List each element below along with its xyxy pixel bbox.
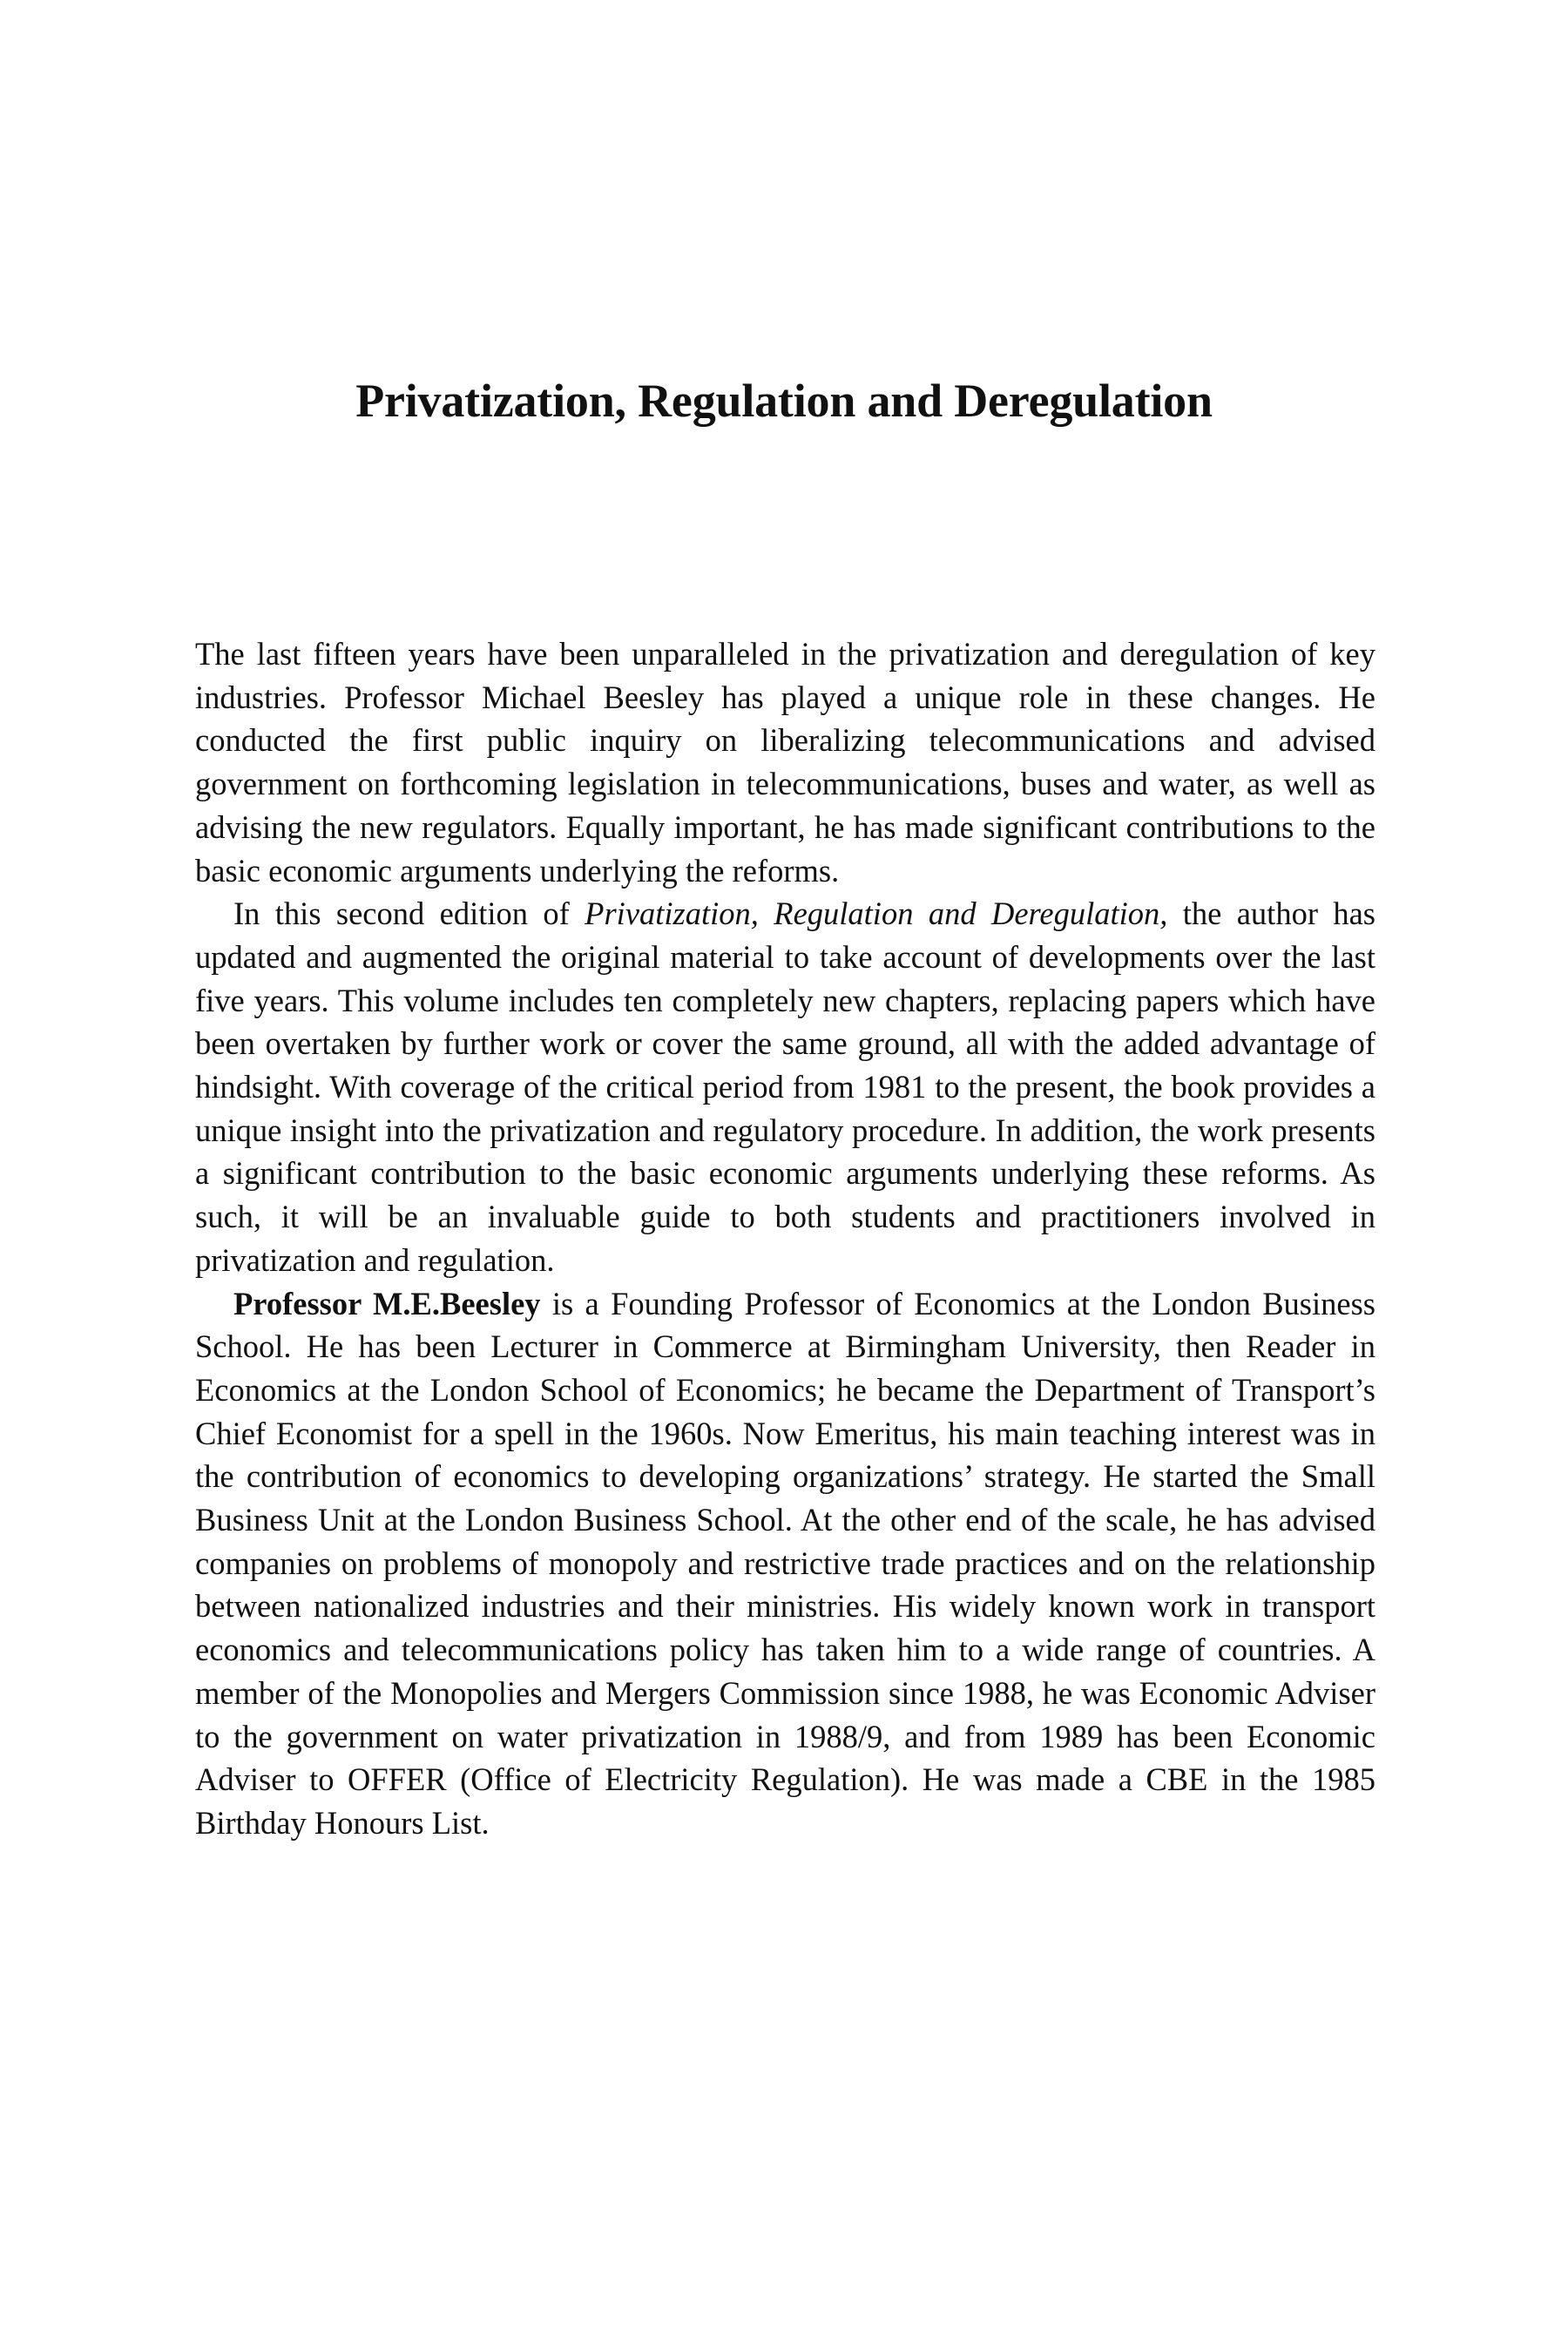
paragraph-intro: The last fifteen years have been unparalleled in the privatization and deregulation of key industries. Professor Michael Beesley has played a unique role in these changes. He conducted the first public inquiry on liberalizing telecommunications and advised government on forthcoming legislation in telecommunications, buses and water, as well as advising the new regulators. Equally important, he has made significant contributions to the basic economic arguments underlying the reforms. — [195, 636, 1375, 889]
paragraph-second-edition-start: In this second edition of — [233, 896, 585, 932]
book-title-italic: Privatization, Regulation and Deregulation, — [585, 896, 1168, 932]
paragraph-author-bio — [195, 1282, 1375, 1845]
page-title: Privatization, Regulation and Deregulation — [355, 375, 1213, 427]
paragraph-second-edition-rest: the author has updated and augmented the original material to take account of developments over the last five years. This volume includes ten completely new chapters, replacing papers which have been overtaken by further work or cover the same ground, all with the added advantage of hindsight. With coverage of the critical period from 1981 to the present, the book provides a unique insight into the privatization and regulatory procedure. In addition, the work presents a significant contribution to the basic economic arguments underlying these reforms. As such, it will be an invaluable guide to both students and practitioners involved in privatization and regulation. — [195, 896, 1376, 1278]
author-name: Professor M.E.Beesley — [233, 1285, 541, 1321]
blurb-text — [195, 632, 1375, 1845]
paragraph-second-edition — [195, 892, 1375, 1281]
author-bio-rest: is a Founding Professor of Economics at the London Business School. He has been Lecturer in Commerce at Birmingham University, then Reader in Economics at the London School of Economics; he became the Department of Transport’s Chief Economist for a spell in the 1960s. Now Emeritus, his main teaching interest was in the contribution of economics to developing organizations’ strategy. He started the Small Business Unit at the London Business School. At the other end of the scale, he has advised companies on problems of monopoly and restrictive trade practices and on the relationship between nationalized industries and their ministries. His widely known work in transport economics and telecommunications policy has taken him to a wide range of countries. A member of the Monopolies and Mergers Commission since 1988, he was Economic Adviser to the government on water privatization in 1988/9, and from 1989 has been Economic Adviser to OFFER (Office of Electricity Regulation). He was made a CBE in the 1985 Birthday Honours List. — [195, 1285, 1375, 1841]
